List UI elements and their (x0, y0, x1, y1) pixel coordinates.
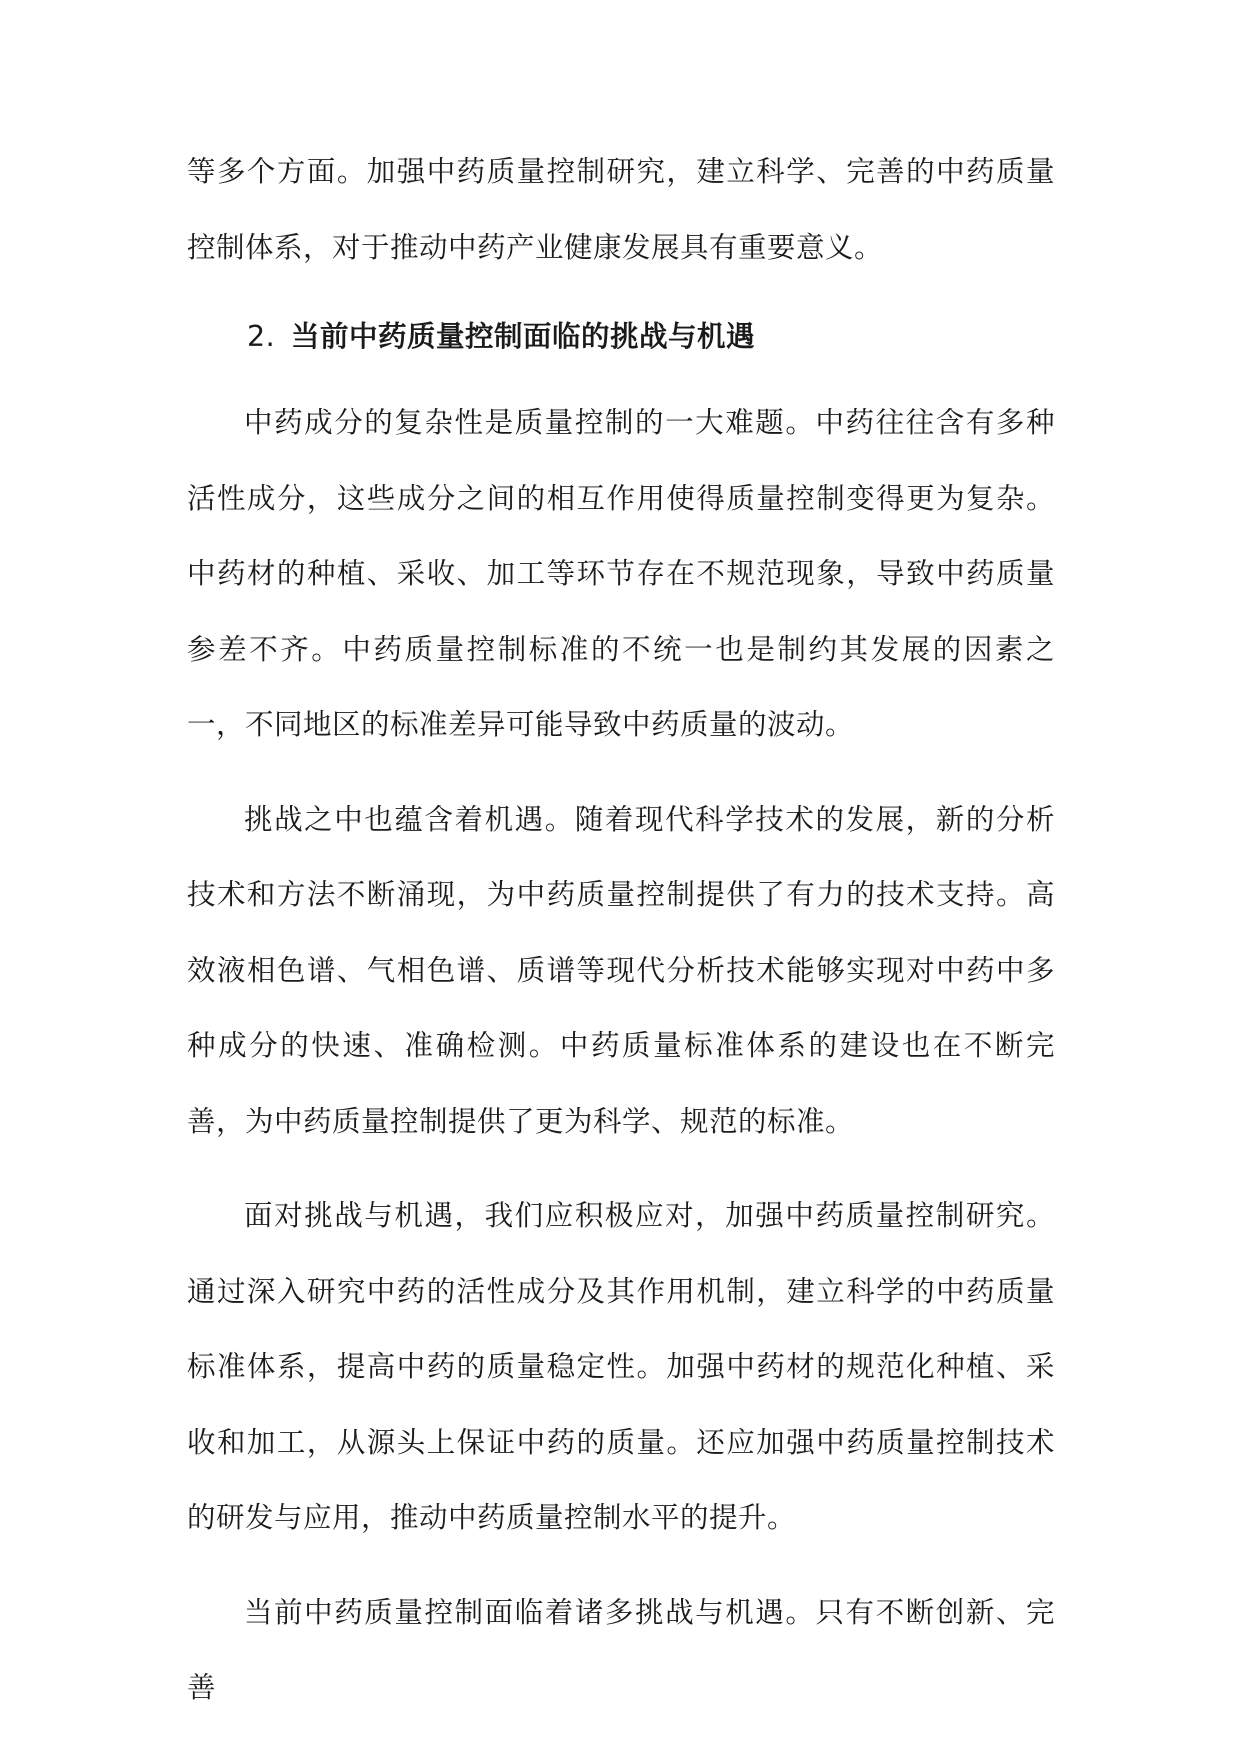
section-number: 2. (247, 320, 276, 353)
continuation-text-block (187, 134, 1055, 285)
paragraph-opportunities: 挑战之中也蕴含着机遇。随着现代科学技术的发展，新的分析技术和方法不断涌现，为中药质量控制提供了有力的技术支持。高效液相色谱、气相色谱、质谱等现代分析技术能够实现对中药中多种成分的快速、准确检测。中药质量标准体系的建设也在不断完善，为中药质量控制提供了更为科学、规范的标准。 (187, 802, 1055, 1138)
paragraph-challenges: 中药成分的复杂性是质量控制的一大难题。中药往往含有多种活性成分，这些成分之间的相互作用使得质量控制变得更为复杂。中药材的种植、采收、加工等环节存在不规范现象，导致中药质量参差不齐。中药质量控制标准的不统一也是制约其发展的因素之一，不同地区的标准差异可能导致中药质量的波动。 (187, 406, 1055, 741)
section-heading (247, 316, 1047, 358)
section-body (187, 385, 1055, 1726)
paragraph-response: 面对挑战与机遇，我们应积极应对，加强中药质量控制研究。通过深入研究中药的活性成分及其作用机制，建立科学的中药质量标准体系，提高中药的质量稳定性。加强中药材的规范化种植、采收和加工，从源头上保证中药的质量。还应加强中药质量控制技术的研发与应用，推动中药质量控制水平的提升。 (187, 1199, 1055, 1534)
continuation-paragraph: 等多个方面。加强中药质量控制研究，建立科学、完善的中药质量控制体系，对于推动中药产业健康发展具有重要意义。 (187, 155, 1055, 264)
paragraph-conclusion: 当前中药质量控制面临着诸多挑战与机遇。只有不断创新、完善 (187, 1595, 1055, 1704)
section-title: 当前中药质量控制面临的挑战与机遇 (291, 320, 756, 353)
